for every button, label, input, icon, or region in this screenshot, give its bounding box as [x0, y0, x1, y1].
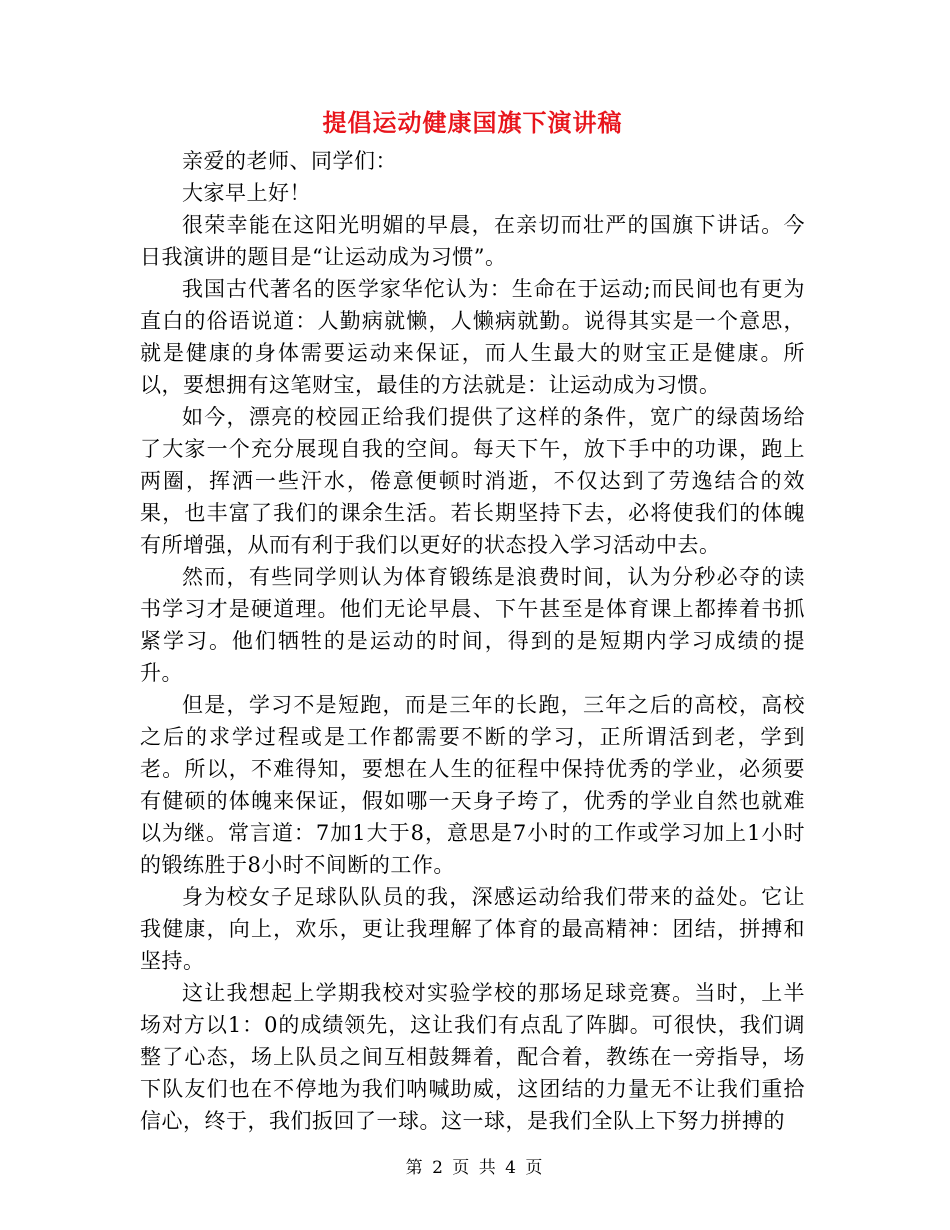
- paragraph: 然而，有些同学则认为体育锻练是浪费时间，认为分秒必夺的读书学习才是硬道理。他们无论早晨、下午甚至是体育课上都捧着书抓紧学习。他们牺牲的是运动的时间，得到的是短期内学习成绩的提升。: [140, 565, 805, 685]
- paragraph: 但是，学习不是短跑，而是三年的长跑，三年之后的高校，高校之后的求学过程或是工作都需要不断的学习，正所谓活到老，学到老。所以，不难得知，要想在人生的征程中保持优秀的学业，必须要有健硕的体魄来保证，假如哪一天身子垮了，优秀的学业自然也就难以为继。常言道：7加1大于8，意思是7小时的工作或学习加上1小时的锻练胜于8小时不间断的工作。: [140, 693, 805, 877]
- paragraph: 如今，漂亮的校园正给我们提供了这样的条件，宽广的绿茵场给了大家一个充分展现自我的空间。每天下午，放下手中的功课，跑上两圈，挥洒一些汗水，倦意便顿时消逝，不仅达到了劳逸结合的效果，也丰富了我们的课余生活。若长期坚持下去，必将使我们的体魄有所增强，从而有利于我们以更好的状态投入学习活动中去。: [140, 405, 805, 557]
- document-page: [140, 105, 805, 1137]
- paragraph: 我国古代著名的医学家华佗认为：生命在于运动;而民间也有更为直白的俗语说道：人勤病就懒，人懒病就勤。说得其实是一个意思，就是健康的身体需要运动来保证，而人生最大的财宝正是健康。所以，要想拥有这笔财宝，最佳的方法就是：让运动成为习惯。: [140, 277, 805, 397]
- page-footer: 第 2 页 共 4 页: [405, 1158, 545, 1178]
- paragraph-greeting: 亲爱的老师、同学们：: [182, 149, 397, 173]
- document-title: 提倡运动健康国旗下演讲稿: [322, 108, 623, 137]
- paragraph: 很荣幸能在这阳光明媚的早晨，在亲切而壮严的国旗下讲话。今日我演讲的题目是“让运动成为习惯”。: [140, 213, 805, 269]
- document-body: [140, 145, 805, 1137]
- paragraph: 这让我想起上学期我校对实验学校的那场足球竞赛。当时，上半场对方以1：0的成绩领先，这让我们有点乱了阵脚。可很快，我们调整了心态，场上队员之间互相鼓舞着，配合着，教练在一旁指导，场下队友们也在不停地为我们呐喊助威，这团结的力量无不让我们重拾信心，终于，我们扳回了一球。这一球，是我们全队上下努力拼搏的: [140, 981, 805, 1133]
- paragraph-morning: 大家早上好！: [182, 181, 311, 205]
- paragraph: 身为校女子足球队队员的我，深感运动给我们带来的益处。它让我健康，向上，欢乐，更让我理解了体育的最高精神：团结，拼搏和坚持。: [140, 885, 805, 973]
